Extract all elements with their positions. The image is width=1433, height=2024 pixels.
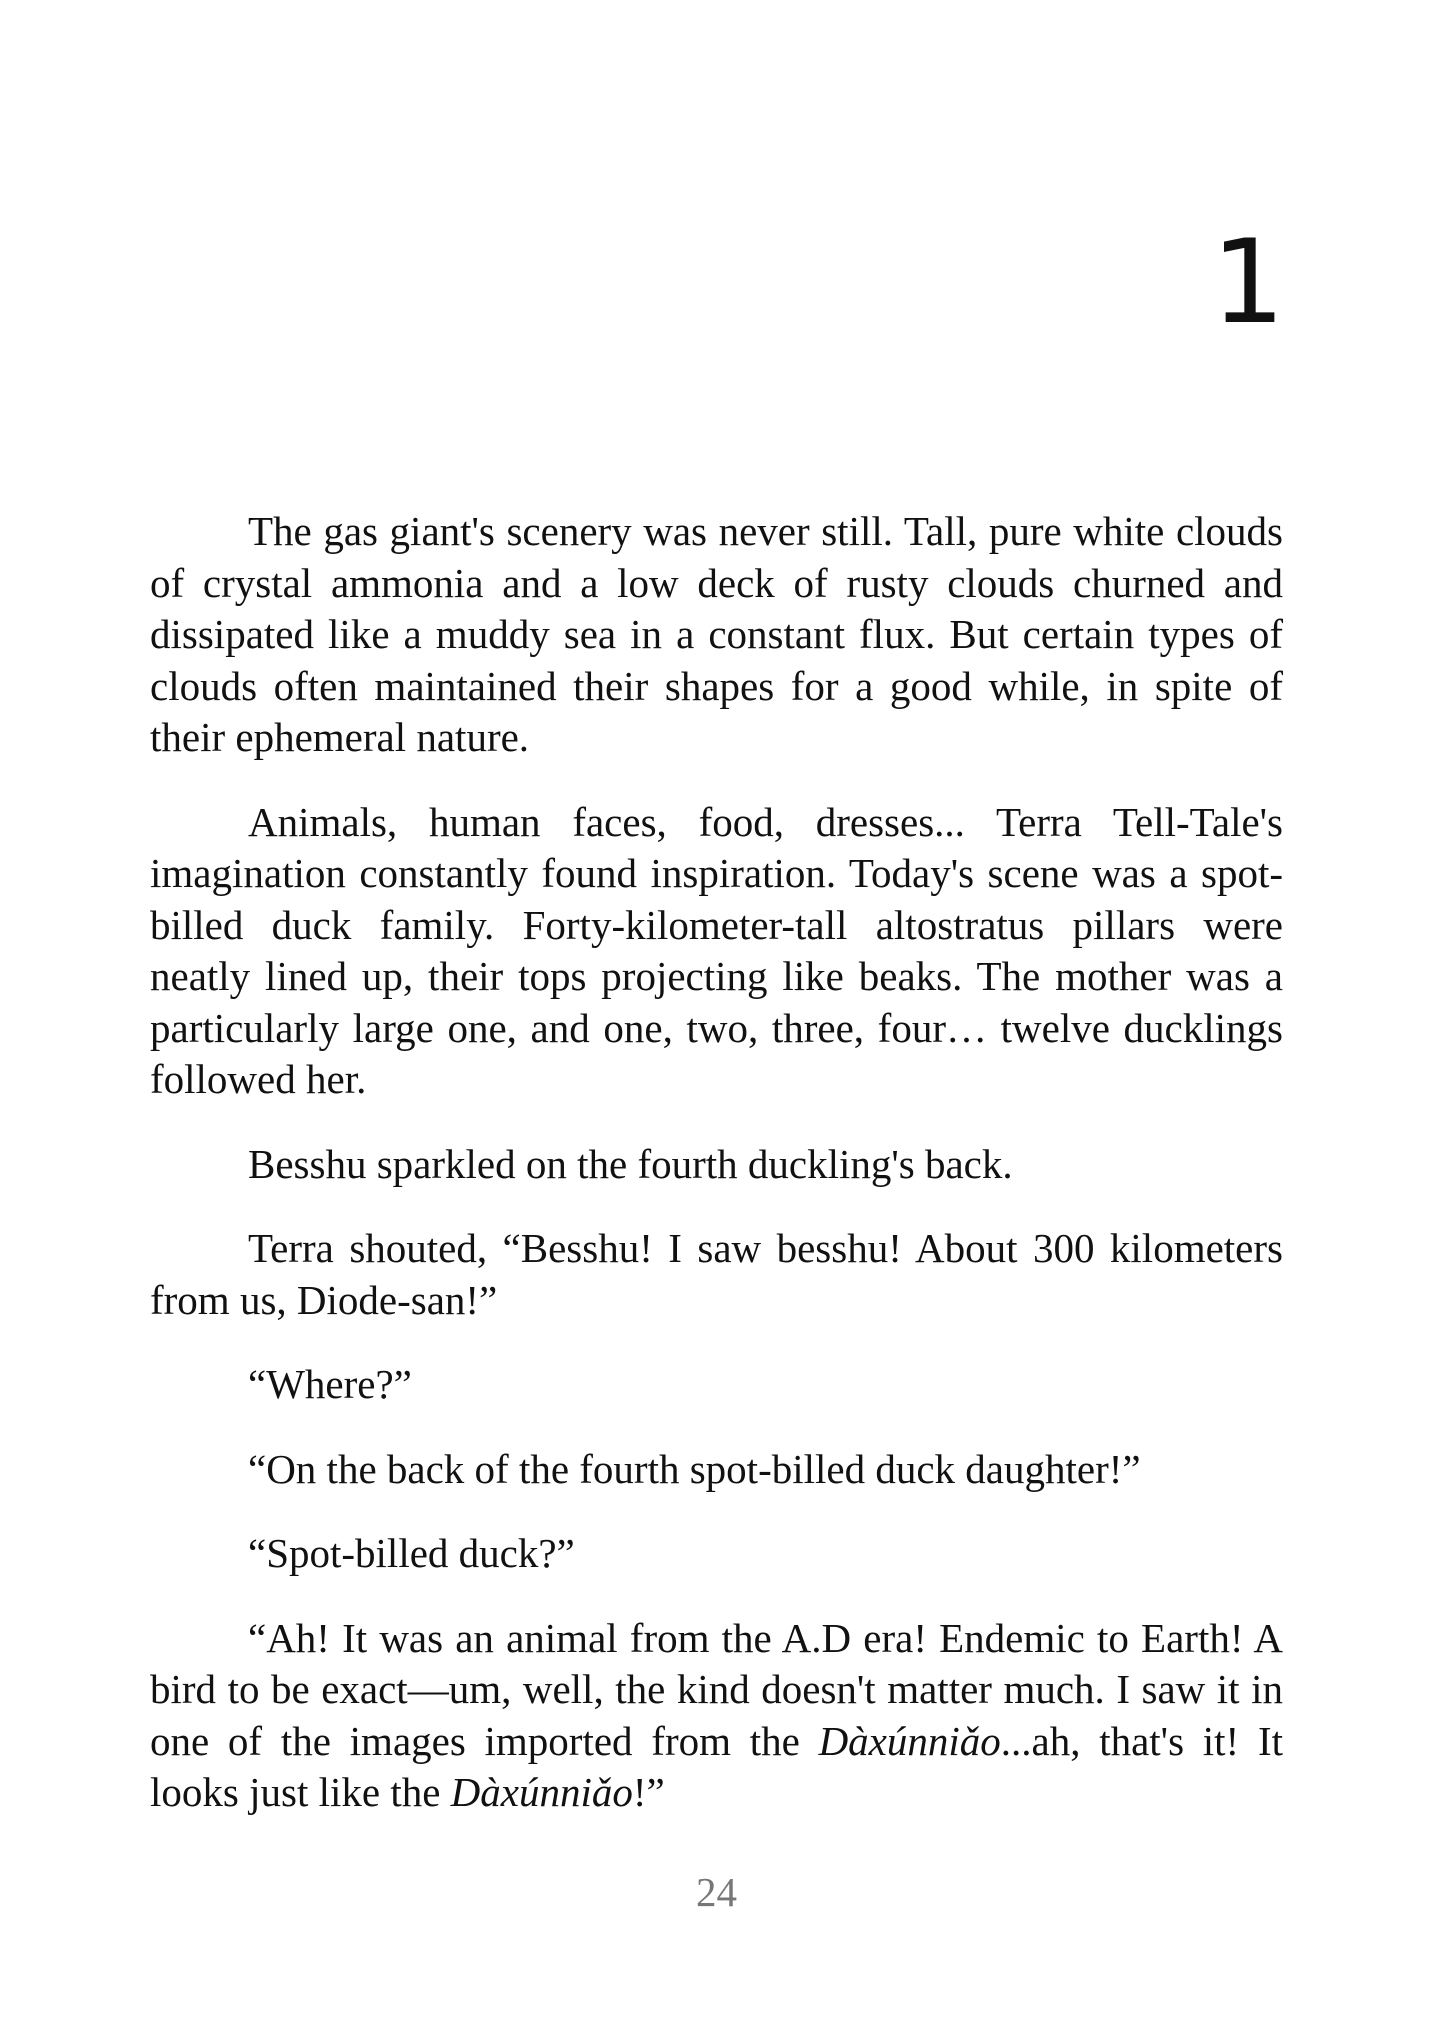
paragraph-2: Animals, human faces, food, dresses... Terra Tell-Tale's imagination constantly found inspiration. Today's scene was a spot-billed duck family. Forty-kilometer-tall altostratus pillars were neatly lined up, their tops projecting like beaks. The mother was a particularly large one, and one, two, three, four… twelve ducklings followed her. [150,798,1283,1102]
paragraph-8-text-1: “Ah! It was an animal from the A.D era! Endemic to Earth! A bird to be exact—um, well, the kind doesn't matter much. I saw it in one of the images imported from the [150,1614,1283,1764]
paragraph-1: The gas giant's scenery was never still. Tall, pure white clouds of crystal ammonia and a low deck of rusty clouds churned and dissipated like a muddy sea in a constant flux. But certain types of clouds often maintained their shapes for a good while, in spite of their ephemeral nature. [150,508,1283,760]
paragraph-7: “Spot-billed duck?” [248,1530,575,1576]
paragraph-3: Besshu sparkled on the fourth duckling's back. [248,1140,1013,1187]
paragraph-8-text-2: ...ah, that's it! It looks just like the [150,1717,1283,1815]
page-number: 24 [696,1869,737,1915]
paragraph-8-text-3: !” [632,1769,665,1815]
paragraph-8 [150,1613,1283,1819]
paragraph-6: “On the back of the fourth spot-billed duck daughter!” [248,1445,1141,1492]
ship-name-italic: Dàxúnniǎo [450,1769,633,1815]
paragraph-5: “Where?” [248,1361,412,1407]
chapter-number: 1 [1211,215,1285,350]
ship-name-italic: Dàxúnniǎo [818,1717,1001,1764]
chapter-body [150,506,1283,1852]
paragraph-4: Terra shouted, “Besshu! I saw besshu! About 300 kilometers from us, Diode-san!” [150,1225,1283,1323]
